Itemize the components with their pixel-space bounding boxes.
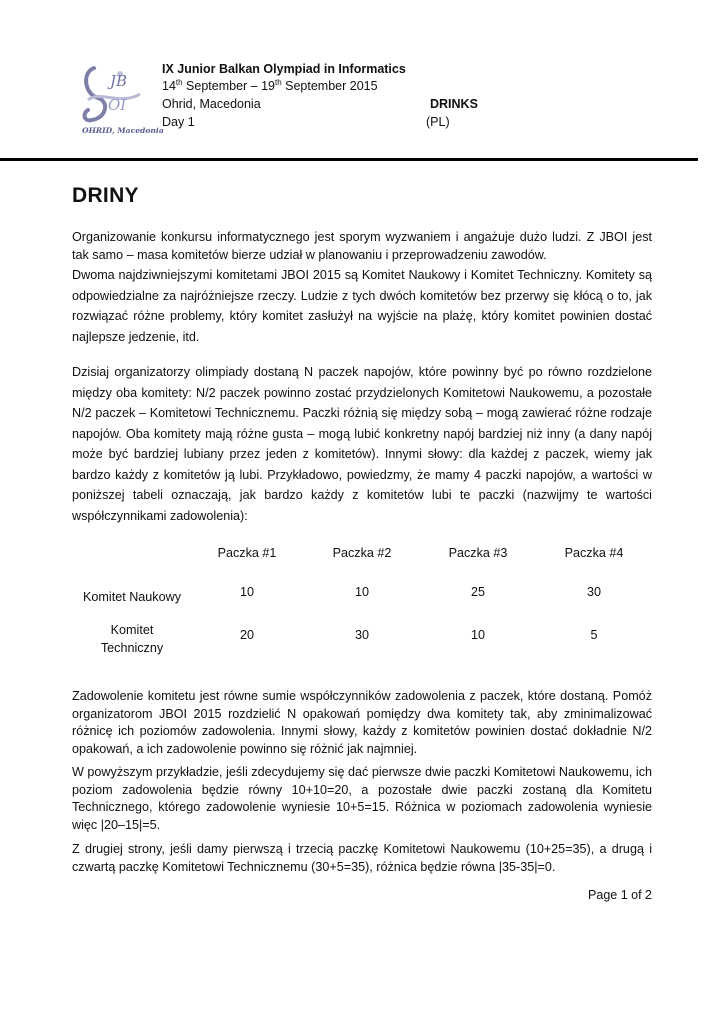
- table-cell: 5: [590, 628, 598, 642]
- paragraph-example-1: W powyższym przykładzie, jeśli zdecydujemy się dać pierwsze dwie paczki Komitetowi Naukowemu, ich poziom zadowolenia będzie równy 10+10=20, a pozostałe dwie paczki zostaną dla Komitetu Technicznego, którego zadowolenie wyniesie 10+5=15. Różnica w poziomach zadowolenia wyniesie więc |20–15|=5.: [72, 765, 652, 832]
- column-header: Paczka #3: [448, 546, 508, 560]
- olympiad-dates: 14th September – 19th September 2015: [162, 77, 378, 93]
- row-label-scientific: Komitet Naukowy: [83, 590, 181, 604]
- paragraph-goal: Zadowolenie komitetu jest równe sumie współczynników zadowolenia z paczek, które dostaną. Pomóż organizatorom JBOI 2015 rozdzielić N opakowań pomiędzy dwa komitety tak, aby zminimalizować różnicę ich poziomów zadowolenia. Innymi słowy, każdy z komitetów powinien dostać dokładnie N/2 opakowań, a ich zadowolenie powinno się różnić jak najmniej.: [72, 689, 652, 756]
- table-cell: 25: [470, 585, 485, 599]
- jboi-logo: [80, 60, 164, 138]
- table-cell: 20: [239, 628, 254, 642]
- table-cell: 30: [354, 628, 369, 642]
- language-code: (PL): [426, 115, 450, 129]
- table-cell: 10: [239, 585, 254, 599]
- task-title: DRINY: [72, 184, 139, 207]
- table-cell: 30: [586, 585, 601, 599]
- header-divider: [0, 158, 698, 161]
- contest-day: Day 1: [162, 115, 195, 129]
- column-header: Paczka #1: [217, 546, 277, 560]
- paragraph-committees: Dwoma najdziwniejszymi komitetami JBOI 2015 są Komitet Naukowy i Komitet Techniczny. Komitety są odpowiedzialne za najróżniejsze rzeczy. Ludzie z tych dwóch komitetów bez przerwy się kłócą o to, jak rozwiązać różne problemy, który komitet zasłużył na wyjście na plażę, który komitet powinien dostać najlepsze jedzenie, itd.: [72, 268, 652, 344]
- task-name: DRINKS: [430, 97, 478, 111]
- table-cell: 10: [470, 628, 485, 642]
- olympiad-location: Ohrid, Macedonia: [162, 97, 261, 111]
- paragraph-intro: Organizowanie konkursu informatycznego jest sporym wyzwaniem i angażuje dużo ludzi. Z JBOI jest tak samo – masa komitetów bierze udział w planowaniu i przeprowadzeniu zawodów.: [72, 230, 652, 262]
- paragraph-example-2: Z drugiej strony, jeśli damy pierwszą i trzecią paczkę Komitetowi Naukowemu (10+25=35), a drugą i czwartą paczkę Komitetowi Technicznemu (30+5=35), różnica będzie równa |35-35|=0.: [72, 842, 652, 874]
- olympiad-name: IX Junior Balkan Olympiad in Informatics: [162, 62, 406, 76]
- logo-text-top: JB: [110, 72, 128, 90]
- row-label-technical: Komitet Techniczny: [100, 623, 164, 655]
- column-header: Paczka #4: [564, 546, 624, 560]
- paragraph-packages: Dzisiaj organizatorzy olimpiady dostaną N paczek napojów, które powinny być po równo rozdzielone między oba komitety: N/2 paczek powinno zostać przydzielonych Komitetowi Naukowemu, a pozostałe N/2 paczek – Komitetowi Technicznemu. Paczki różnią się między sobą – mogą zawierać różne rodzaje napojów. Oba komitety mają różne gusta – mogą lubić konkretny napój bardziej niż inny (a dany napój może być bardziej lubiany przez jeden z komitetów). Innymi słowy: dla każdej z paczek, wiemy jak bardzo każdy z komitetów ją lubi. Przykładowo, powiedzmy, że mamy 4 paczki napojów, a wartości w poniższej tabeli oznaczają, jak bardzo każdy z komitetów lubi te paczki (nazwijmy te wartości współczynnikami zadowolenia):: [72, 365, 652, 523]
- table-cell: 10: [354, 585, 369, 599]
- column-header: Paczka #2: [332, 546, 392, 560]
- logo-text-mid: OI: [108, 96, 127, 114]
- logo-caption: OHRID, Macedonia: [82, 126, 164, 135]
- page-number: Page 1 of 2: [588, 888, 652, 902]
